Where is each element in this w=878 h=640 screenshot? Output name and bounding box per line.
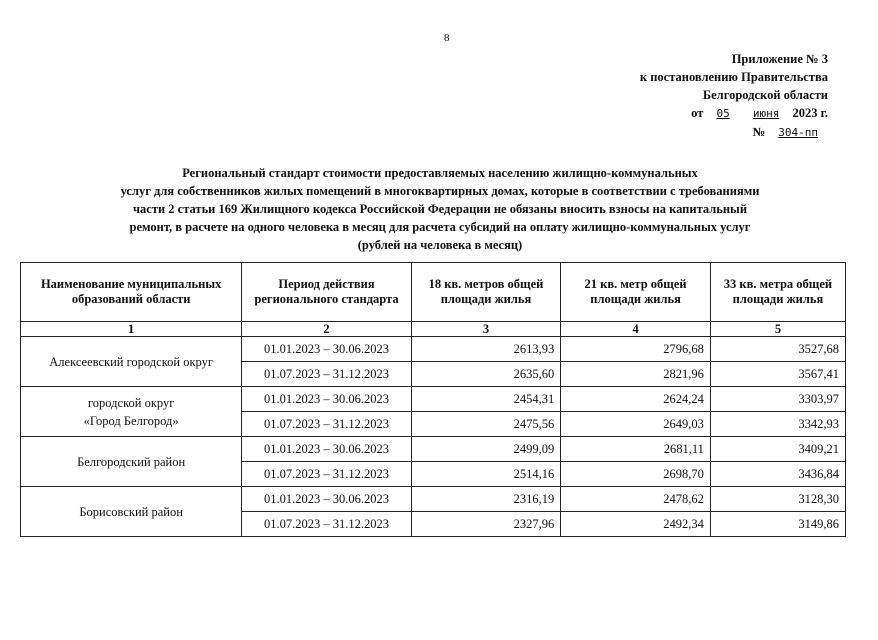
value-21-cell: 2681,11 bbox=[561, 437, 711, 462]
date-prefix: от bbox=[691, 106, 704, 120]
value-18-cell: 2635,60 bbox=[411, 362, 561, 387]
value-33-cell: 3149,86 bbox=[710, 512, 845, 537]
value-21-cell: 2649,03 bbox=[561, 412, 711, 437]
date-year: 2023 г. bbox=[792, 106, 828, 120]
header-municipality: Наименование муниципальных образований области bbox=[21, 263, 242, 322]
value-21-cell: 2821,96 bbox=[561, 362, 711, 387]
column-number-row bbox=[21, 322, 846, 337]
municipality-name bbox=[21, 387, 242, 437]
rates-table bbox=[20, 262, 846, 537]
period-cell: 01.01.2023 – 30.06.2023 bbox=[242, 487, 411, 512]
date-day: 05 bbox=[716, 107, 730, 120]
period-cell: 01.07.2023 – 31.12.2023 bbox=[242, 512, 411, 537]
value-18-cell: 2454,31 bbox=[411, 387, 561, 412]
value-18-cell: 2316,19 bbox=[411, 487, 561, 512]
header-18-sqm: 18 кв. метров общей площади жилья bbox=[411, 263, 561, 322]
value-18-cell: 2499,09 bbox=[411, 437, 561, 462]
period-cell: 01.01.2023 – 30.06.2023 bbox=[242, 337, 411, 362]
title-line: ремонт, в расчете на одного человека в месяц для расчета субсидий на оплату жилищно-коммунальных услуг bbox=[129, 220, 751, 234]
title-line: Региональный стандарт стоимости предоставляемых населению жилищно-коммунальных bbox=[182, 166, 698, 180]
value-21-cell: 2698,70 bbox=[561, 462, 711, 487]
municipality-name-line: «Город Белгород» bbox=[83, 413, 179, 428]
value-18-cell: 2327,96 bbox=[411, 512, 561, 537]
municipality-name-line: Борисовский район bbox=[79, 504, 183, 519]
appendix-number-line bbox=[588, 123, 828, 142]
header-21-sqm: 21 кв. метр общей площади жилья bbox=[561, 263, 711, 322]
value-33-cell: 3128,30 bbox=[710, 487, 845, 512]
document-title bbox=[40, 164, 840, 254]
value-33-cell: 3567,41 bbox=[710, 362, 845, 387]
title-line: услуг для собственников жилых помещений в многоквартирных домах, которые в соответствии с требованиями bbox=[120, 184, 760, 198]
table-row bbox=[21, 387, 846, 412]
municipality-name bbox=[21, 337, 242, 387]
title-units: (рублей на человека в месяц) bbox=[357, 238, 523, 252]
municipality-name-line: Белгородский район bbox=[77, 454, 186, 469]
value-33-cell: 3527,68 bbox=[710, 337, 845, 362]
value-18-cell: 2475,56 bbox=[411, 412, 561, 437]
period-cell: 01.01.2023 – 30.06.2023 bbox=[242, 437, 411, 462]
value-33-cell: 3303,97 bbox=[710, 387, 845, 412]
appendix-header bbox=[588, 50, 828, 142]
number-prefix: № bbox=[752, 125, 766, 139]
period-cell: 01.07.2023 – 31.12.2023 bbox=[242, 412, 411, 437]
table-row bbox=[21, 487, 846, 512]
column-number: 2 bbox=[242, 322, 411, 337]
column-number: 4 bbox=[561, 322, 711, 337]
value-33-cell: 3409,21 bbox=[710, 437, 845, 462]
value-21-cell: 2478,62 bbox=[561, 487, 711, 512]
period-cell: 01.07.2023 – 31.12.2023 bbox=[242, 462, 411, 487]
title-line: части 2 статьи 169 Жилищного кодекса Российской Федерации не обязаны вносить взносы на капитальный bbox=[132, 202, 748, 216]
header-33-sqm: 33 кв. метра общей площади жилья bbox=[710, 263, 845, 322]
column-number: 3 bbox=[411, 322, 561, 337]
value-21-cell: 2624,24 bbox=[561, 387, 711, 412]
header-period: Период действия регионального стандарта bbox=[242, 263, 411, 322]
municipality-name-line: Алексеевский городской округ bbox=[49, 354, 214, 369]
document-number: 304-пп bbox=[778, 126, 818, 139]
page-number: 8 bbox=[444, 32, 450, 44]
appendix-title: Приложение № 3 bbox=[731, 52, 828, 66]
value-33-cell: 3436,84 bbox=[710, 462, 845, 487]
date-month: июня bbox=[752, 107, 780, 120]
table-row bbox=[21, 337, 846, 362]
appendix-date-line bbox=[588, 104, 828, 123]
value-21-cell: 2492,34 bbox=[561, 512, 711, 537]
municipality-name bbox=[21, 487, 242, 537]
appendix-region-line: Белгородской области bbox=[702, 88, 828, 102]
period-cell: 01.01.2023 – 30.06.2023 bbox=[242, 387, 411, 412]
table-row bbox=[21, 437, 846, 462]
value-18-cell: 2514,16 bbox=[411, 462, 561, 487]
header-row bbox=[21, 263, 846, 322]
value-21-cell: 2796,68 bbox=[561, 337, 711, 362]
appendix-resolution-line: к постановлению Правительства bbox=[639, 70, 828, 84]
municipality-name bbox=[21, 437, 242, 487]
value-33-cell: 3342,93 bbox=[710, 412, 845, 437]
column-number: 1 bbox=[21, 322, 242, 337]
period-cell: 01.07.2023 – 31.12.2023 bbox=[242, 362, 411, 387]
column-number: 5 bbox=[710, 322, 845, 337]
value-18-cell: 2613,93 bbox=[411, 337, 561, 362]
municipality-name-line: городской округ bbox=[87, 395, 175, 410]
